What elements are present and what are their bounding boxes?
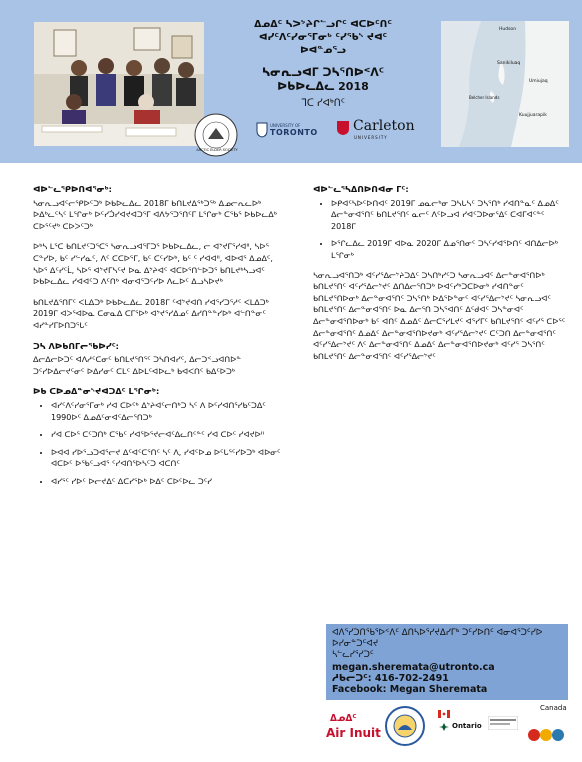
list-item: • ᐅᐊᐊ ᓯᐅᕐᓗᑐᐊᕐᓕᔪ ᐃᑦᐊᑦᑕᕐᑎᑦ ᓴᑦ ᐱ, ᓯᐊᑦᐅᓄ ᐅᑦᒐᕐᑦᓯᐅᑐᒃ ᐊᐅᓂᑦ ᐊᑕᐅᑦ ᐅᕐᑲᑦᓗᐊᕐ ᑦᓯᐊᑎᕐᐅᓴᑦᑐ ᐊᑕᑎᑦ <box>51 447 283 470</box>
contact-phone[interactable]: ᓱᑲᓕᑐᑦ: 416-702-2491 <box>332 672 449 684</box>
ontario-logo: Ontario <box>452 722 482 730</box>
header-banner <box>0 0 582 163</box>
section-heading-topics: ᐅᑲ ᑕᐅᓄᐃᓐᓂᔅᔪᐊᑐᐃᑦ ᒪᕐᒋᓂᒃ: <box>33 386 160 397</box>
region-map <box>441 21 569 147</box>
air-inuit-logo: Air Inuit <box>326 726 381 740</box>
list-item: • ᓯᐊ ᑕᐅᕐ ᑕᑦᑐᑎᒃ ᑕᕐᑲᑦ ᓯᐊᕐᐅᕐᔪᓕᐊᑦᐃᓚᑎᑦᓐᑦ ᓯᐊ ᑕᐅᑦ ᓯᐊᔪᐅᐦ <box>51 429 283 441</box>
carleton-logo: Carleton <box>353 118 415 134</box>
map-label-kuujjuarapik: Kuujjuarapik <box>519 113 547 118</box>
title-line-1: ᐃᓄᐃᑦ ᓴᐳᔾᔨᒋᓪᓗᒋᑦ ᐊᑕᐅᑦᑎᑦ <box>254 19 392 30</box>
contact-intro: ᐊᐱᕐᓯᑐᑎᖃᕐᐅᑉᐱᑦ ᐃᑎᓴᐅᕐᓯᔪᐃᓯᒥᒃ ᑐᑦᓯᐅᑎᑦ ᐊᓂᐊᕐᑐᑦᓯᐅ ᐅᓯᓂᓐᑐᑦᐊᔪ <box>332 628 543 650</box>
partner-logo-icon <box>526 724 566 746</box>
canada-wordmark: Canada <box>540 704 567 712</box>
title-line-2: ᐊᓯᑦᐱᑦᓯᓂᕐᒥᓂᒃ ᑦᓯᖃᔅ ᔪᐊᑦ <box>258 32 388 43</box>
paragraph-1: ᓴᓂᕆᓗᐊᑦᓕᕐᑭᐅᑦᑐᒃ ᐅᑲᐅᓚᐃᓚ 2018ᒥ ᑲᑎᒪᔪᐃᕐᒃᑐᕐᒃ ᐃᓄᓕᕆᓚᐅᒃ ᐅᐃᒃᓚᑦᓴᑦ ᒪᕐᒋᓂᒃ ᐅᑦᓯᑑᓯᐊᔪᐊᑐᕐᒥ ᐊᐱᔭᕐᑐᕐᑎᑦᒥ ᒪᕐᒋᓂᒃ ᑕᕐᑲᕐ ᐅᑲᐅᓚᐃᒃ ᑕᐅᕐᑦᔪᒃ ᑕᐅᐳᑦᑐᒃ <box>33 198 277 231</box>
right-column <box>313 184 569 371</box>
partner-logos <box>190 112 430 156</box>
carleton-logo-sub: UNIVERSITY <box>354 135 388 140</box>
canada-flag-icon <box>438 710 450 718</box>
ontario-trillium-icon <box>438 722 450 732</box>
paragraph-2: ᐅᒃᓴ ᒪᕐᑕ ᑲᑎᒪᔪᑦᑐᕐᑕᕐ ᓴᓂᕆᓗᐊᕐᒥᑐᕐ ᐅᑲᐅᓚᐃᓚ, ᓕ ᐊᔾᔪᒥᕐᓯᐊᐦ, ᓴᐅᕐ ᑕᓐᓯᐅ, ᑲᑦ ᓯᓪᓯᓇᑦ, ᐱᑦ ᑕᑕᐅᕐᒥ, ᑲᑦ ᑕᑦᓯᐅᒃ, ᑲᑦ ᑦ ᓯᐊᐊᐦ, ᐊᐅᐊᕐ ᐃᓄᐃᑦ, ᓴᐅᕐ ᐃᑦᓯᑦᒫ, ᓴᐅᕐ ᐊᔾᔪᒥᓴᑦᔪ ᐅᓇ ᐃᔾᔨᐊᑦ ᐊᑕᐅᕐᑎᓪᐅᑐᕐ ᑲᑎᒪᔪᒃᓴᓗᐊᑦ ᐅᑲᐅᓚᐃᓚ ᓯᐊᐊᑦᑐ ᐱᑦᑎᒃ ᐊᓂᐊᕐᑐᑦᓯᐅ ᐱᓚᐅᑦ ᐃᓗᓴᐅᔪᒃ <box>33 242 273 287</box>
subtitle-line-1: ᓴᓂᕆᓗᐊᒥ ᑐᓴᕐᑎᐅᑉᐱᑦ <box>261 66 385 79</box>
paragraph-5: ᓴᓂᕆᓗᐊᕐᑎᑐᒃ ᐊᑦᓯᕐᐃᓕᔾᔨᑐᐃᑦ ᑐᓴᑎᒃᓯᑦᑐ ᓴᓂᕆᓗᐊᑦ ᐃᓕᓐᓂᐊᕐᑎᐅᒃ ᑲᑎᒪᔪᕐᑎᑦ ᐊᑦᓯᕐᐃᓕᔾᔪᑦ ᐃᑎᐃᓕᕐᑎᑐᒃ ᐅᐊᑦᓯᒃᑐᑕᐅᓂᒃ ᓯᐊᑎᓐᓂᑦ ᑲᑎᒪᔪᕐᑎᐅᓂᒃ ᐃᓕᓐᓂᐊᕐᑎᑦ ᑐᓴᕐᑎᒃ ᐅᐃᕐᐅᓐᓂᑦ ᐊᑦᓯᕐᐃᓕᔾᔪᑦ ᓴᓂᕆᓗᐊᑦ ᑲᑎᒪᔪᕐᑎᑦ ᐃᓕᓐᓂᐊᕐᑎᑦ ᐅᓇ ᐃᓕᕐᑎ ᑐᓴᕐᐊᑎᑦ ᐃᑦᑯᐊᑦ ᑐᓴᓐᓂᐊᑦ ᐃᓕᓐᓂᐊᕐᑎᐅᓂᒃ ᑲᑦ ᐊᑎᑦ ᐃᓄᐃᑦ ᐃᓕᑕᕐᓯᒪᔪᑦ ᐊᕐᓯᒥᑦ ᑲᑎᒪᔪᕐᑎᑦ ᐊᑦᓯᕐ ᑕᐅᕐᑦ ᐃᓕᓐᓂᐊᕐᑎᑦ ᐃᓄᐃᑦ ᐃᓕᓐᓂᐊᕐᑎᐅᔪᓂᒃ ᐊᑦᓯᕐᐃᓕᔾᔪᑦ ᑕᑦᑐᑎ ᐃᓕᓐᓂᐊᕐᑎᑦ ᐊᑦᓯᕐᐃᓕᔾᔪᑦ ᐱᑦ ᐃᓕᓐᓂᐊᕐᑎᑦ ᐃᓄᐃᑦ ᐃᓕᓐᓂᐊᕐᑎᐅᔪᓂᒃ ᐊᑦᓯᕐ ᑐᓴᕐᑎᑦ ᑲᑎᒪᔪᕐᑎᑦ ᐃᓕᓐᓂᐊᕐᑎᑦ ᐊᑦᓯᕐᐃᓕᔾᔪᑦ <box>313 270 566 361</box>
contact-box <box>326 624 568 700</box>
section-heading-participants: ᑐᓴ ᐱᐅᑲᑎᒥᓕᕐᑲᐅᓯᑦ: <box>33 340 119 351</box>
ministry-logo-icon <box>488 716 518 730</box>
next-steps-list <box>313 198 569 262</box>
map-label-hudson: Hudson <box>499 27 517 32</box>
toronto-logo: TORONTO <box>270 128 318 137</box>
list-item: • ᐊᓯᕐᑦ ᓯᐅᑦ ᐅᓕᔪᐃᑦ ᐃᑕᓯᕐᐅᒃ ᐅᐃᑦ ᑕᐅᑦᐅᓚ ᑐᑦᓯ <box>51 476 283 488</box>
carleton-shield-icon <box>336 120 350 136</box>
toronto-logo-sub: UNIVERSITY OF <box>270 123 301 128</box>
section-heading-next-steps: ᐊᐅᓪᓚᕐᓴᐃᑎᐅᑎᐊᓂ ᒥᑦ: <box>313 184 409 194</box>
paragraph-4: ᐃᓕᐃᓕᐅᑐᑦ ᐊᐱᓱᑦᑕᓂᑦ ᑲᑎᒪᔪᕐᑎᕐᑦ ᑐᓴᑎᐊᓯᑦ, ᐃᓕᑐᑉᓗᐊᑎᐅᓐ ᑐᑦᓯᐅᐃᓕᔪᑦᓂᑦ ᐅᐃᓯᓂᑦ ᑕᒪᑦ ᐃᐅᒪᑦᐊᐅᓚᒃ ᑲᐊᐸᑎᑦ ᑲᐃᑦᐅᑐᒃ <box>33 355 242 376</box>
map-label-sanikiluaq: Sanikiluaq <box>497 61 521 66</box>
toronto-crest-icon <box>256 122 268 138</box>
section-heading-background: ᐊᐅᓪᓚᕐᑭᐅᑎᐊᕐᓂᒃ: <box>33 184 112 194</box>
list-item: • ᐅᑭᐊᑦᓴᐅᑦᐅᑎᐊᑦ 2019ᒥ ᓄᓇᓕᒃᓂ ᑐᓴᒐᓴᑦ ᑐᓴᕐᑎᒃ ᓯᐊᑎᓐᓇᑦ ᐃᓄᐃᑦ ᐃᓕᓐᓂᐊᕐᑎᑦ ᑲᑎᒪᔪᕐᑎᑦ ᓇᓕᑦ ᐱᑦᐅᓗᐊ ᓯᐊᑦᑐᐅᓂᕐᐃᑦ ᑕᐊᒥᐊᑦᓐᑦ 2018ᒥ <box>331 198 569 233</box>
left-column <box>33 184 283 495</box>
paragraph-3: ᑲᑎᒪᔪᐃᕐᑎᒥᑦ ᐸᒪᐃᑐᒃ ᐅᑲᐅᓚᐃᓚ 2018ᒥ ᑦᐊᔾᔪᐊᑎ ᓯᐊᕐᓯᑐᕐᓱᑦ ᐸᒪᐃᑐᒃ 2019ᒥ ᐊᐳᕐᐊᐅᓇ ᑕᓂᓇᐃ ᑕᒥᕐᐅᒃ ᐊᔾᔪᕐᓯᐃᓄᑦ ᐃᓯᑎᓐᓐᓯᐅᒃ ᐊᓪᑎᓐᓂᑦ ᐊᓯᓐᓯᒥᐅᑎᑐᕐᒐᑦ <box>33 297 269 330</box>
list-item: • ᐅᕐᒋᓚᐃᓚ 2019ᒥ ᐊᐅᓇ 2020ᒥ ᐃᓄᕐᑎᓂᑦ ᑐᓴᑦᓯᐊᕐᐅᑎᑦ ᐊᑎᐃᓕᐅᒃ ᒪᕐᒋᓂᒃ <box>331 238 569 261</box>
group-photo <box>34 22 204 146</box>
title-line-3: ᐅᐊᓐᓄᕐᓗ <box>300 45 346 56</box>
list-item: • ᐊᓯᑦᐱᑦᓯᓂᕐᒥᓂᒃ ᓯᐊ ᑕᐅᑦᒃ ᐃᔾᔨᐊᑦᓕᑎᒃᑐ ᓴᑦ ᐱ ᐅᑦᓯᐊᑎᕐᓯᑲᑦᑐᐃᑦ 1990ᐅᑦ ᐃᓄᐃᑦᓂᐊᑦᐃᓕᕐᑎᑐᒃ <box>51 400 283 423</box>
contact-email-link[interactable]: megan.sheremata@utronto.ca <box>332 661 495 673</box>
sponsor-logos <box>326 702 576 758</box>
subtitle-line-2: ᐅᑲᐅᓚᐃᓚ 2018 <box>277 80 369 93</box>
air-inuit-syllabics: ᐃᓄᐃᑦ <box>330 714 357 724</box>
topics-list <box>33 400 283 488</box>
map-label-umiujaq: Umiujaq <box>529 79 548 84</box>
contact-intro-2: ᓴᓪᓚᓯᕐᓯᑐᑦ <box>332 650 374 661</box>
date-line: ᒣᑕ ᓯᐊᒃᑎᑦ <box>301 98 345 109</box>
elder-seal-icon <box>384 704 426 748</box>
contact-facebook-link[interactable]: Facebook: Megan Sheremata <box>332 684 488 696</box>
society-logo-text: ARCTIC ELDER SOCIETY <box>196 148 238 152</box>
map-label-belcher: Belcher Islands <box>469 95 500 100</box>
